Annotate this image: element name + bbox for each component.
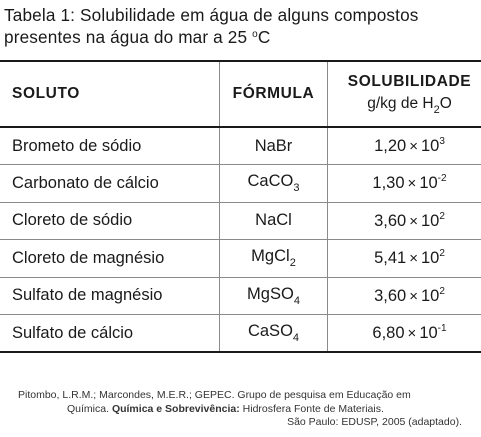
times-sign: × <box>409 212 418 230</box>
table-body <box>0 127 481 352</box>
unit-text: g/kg de H <box>367 94 434 112</box>
times-sign: × <box>409 250 418 268</box>
solubility-exponent: 3 <box>439 136 445 147</box>
cell-soluto: Carbonato de cálcio <box>0 165 220 203</box>
times-sign: × <box>409 287 418 305</box>
cell-soluto: Brometo de sódio <box>0 127 220 165</box>
solubility-exponent: 2 <box>439 248 445 260</box>
solubility-table <box>0 60 481 353</box>
times-sign: × <box>409 138 418 155</box>
solubility-mantissa: 1,30 <box>372 174 405 193</box>
table-header-row <box>0 61 481 127</box>
cell-formula <box>220 202 328 240</box>
times-sign: × <box>407 175 417 193</box>
solubility-base: 10 <box>419 174 438 193</box>
formula-subscript: 4 <box>293 294 300 307</box>
header-soluto: SOLUTO <box>0 61 220 127</box>
formula-text: NaCl <box>255 211 292 230</box>
table-row <box>0 240 481 278</box>
degree-sign: o <box>252 29 258 40</box>
cell-solubilidade <box>328 165 481 203</box>
cell-solubilidade <box>328 240 481 278</box>
times-sign: × <box>407 325 417 342</box>
table-row <box>0 277 481 315</box>
solubility-mantissa: 1,20 <box>374 137 407 155</box>
source-citation <box>16 389 462 430</box>
table-row <box>0 202 481 240</box>
solubility-mantissa: 5,41 <box>374 249 407 268</box>
cell-solubilidade <box>328 202 481 240</box>
caption-line-2-text: presentes na água do mar a 25 <box>4 27 253 47</box>
cell-soluto: Cloreto de magnésio <box>0 240 220 278</box>
citation-line-3: São Paulo: EDUSP, 2005 (adaptado). <box>287 416 462 428</box>
caption-line-1: Tabela 1: Solubilidade em água de alguns compostos <box>4 5 419 25</box>
header-solubilidade-label: SOLUBILIDADE <box>347 72 472 90</box>
formula-text: CaSO <box>247 322 293 340</box>
cell-solubilidade <box>328 277 481 315</box>
cell-formula <box>220 277 328 315</box>
caption-line-2 <box>4 25 476 47</box>
formula-subscript: 3 <box>293 182 300 195</box>
cell-formula <box>220 315 328 353</box>
cell-formula <box>220 127 328 165</box>
solubility-exponent: -1 <box>437 323 447 334</box>
cell-formula <box>220 240 328 278</box>
solubility-exponent: 2 <box>439 210 445 222</box>
formula-subscript: 4 <box>292 332 300 344</box>
table-row <box>0 315 481 353</box>
citation-line-2 <box>16 403 462 417</box>
cell-solubilidade <box>328 315 481 353</box>
citation-subtitle: Hidrosfera Fonte de Materiais. <box>239 402 384 415</box>
solubility-base: 10 <box>420 249 440 268</box>
formula-text: MgSO <box>247 284 294 303</box>
solubility-base: 10 <box>420 286 440 305</box>
solubility-mantissa: 6,80 <box>372 324 405 342</box>
citation-text: Química. <box>67 402 112 415</box>
caption-unit: C <box>257 27 271 47</box>
unit-text-end: O <box>439 94 452 112</box>
solubility-exponent: -2 <box>437 173 447 185</box>
formula-text: CaCO <box>247 172 294 191</box>
citation-line-1: Pitombo, L.R.M.; Marcondes, M.E.R.; GEPEC. Grupo de pesquisa em Educação em <box>18 389 411 401</box>
header-solubilidade-unit <box>328 95 481 116</box>
table-row <box>0 127 481 165</box>
solubility-mantissa: 3,60 <box>374 286 407 305</box>
cell-soluto: Sulfato de magnésio <box>0 277 220 315</box>
formula-subscript: 2 <box>289 257 296 270</box>
formula-text: NaBr <box>254 136 293 155</box>
table-caption <box>4 6 476 47</box>
solubility-mantissa: 3,60 <box>374 211 407 230</box>
solubility-base: 10 <box>420 211 440 230</box>
formula-text: MgCl <box>251 247 290 266</box>
cell-soluto: Cloreto de sódio <box>0 202 220 240</box>
cell-soluto: Sulfato de cálcio <box>0 315 220 353</box>
header-formula: FÓRMULA <box>220 61 328 127</box>
cell-solubilidade <box>328 127 481 165</box>
header-solubilidade <box>328 61 481 127</box>
citation-book-title: Química e Sobrevivência: <box>111 402 240 415</box>
unit-subscript: 2 <box>433 103 440 116</box>
solubility-base: 10 <box>419 324 438 342</box>
cell-formula <box>220 165 328 203</box>
solubility-base: 10 <box>420 137 440 155</box>
table-row <box>0 165 481 203</box>
solubility-exponent: 2 <box>439 285 445 297</box>
